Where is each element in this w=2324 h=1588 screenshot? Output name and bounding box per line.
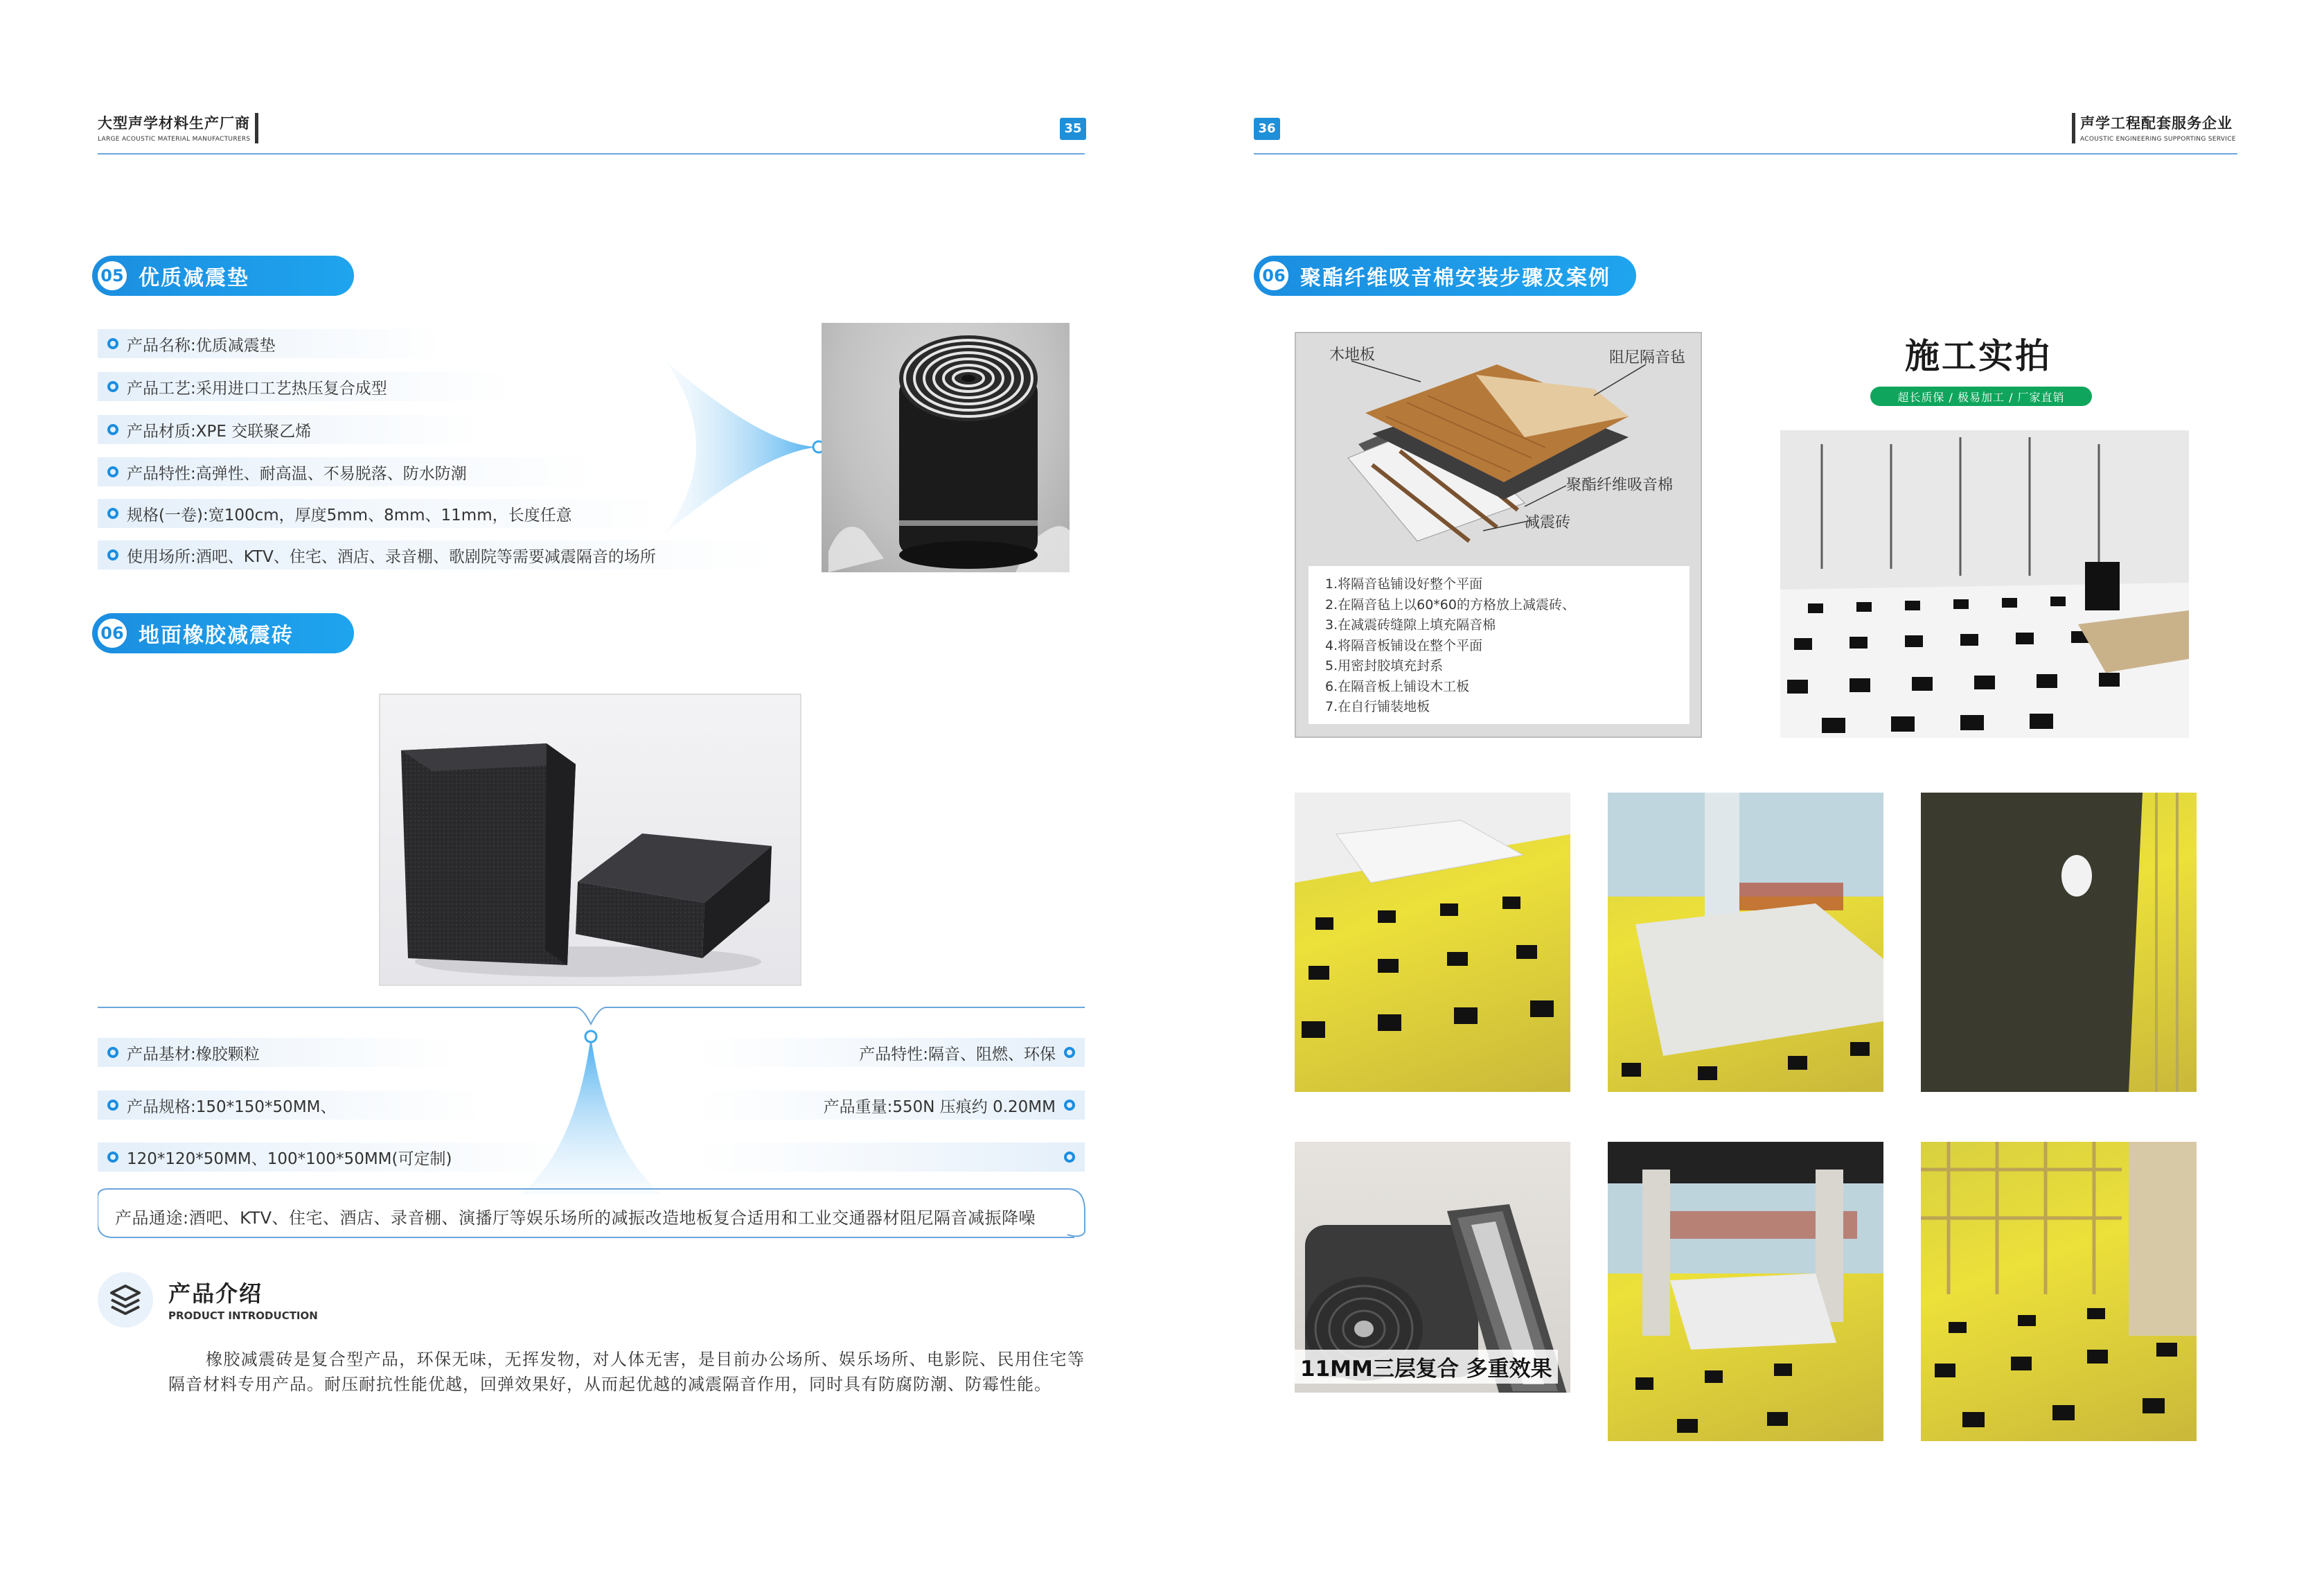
spec-row bbox=[98, 329, 444, 358]
spec-row bbox=[98, 457, 596, 486]
spec-text: 产品特性:隔音、阻燃、环保 bbox=[859, 1045, 1056, 1064]
section-06-heading bbox=[92, 613, 354, 653]
bullet-icon bbox=[1064, 1100, 1075, 1111]
step-item: 5.用密封胶填充封系 bbox=[1325, 658, 1444, 673]
brand-name-cn: 声学工程配套服务企业 bbox=[2080, 115, 2233, 132]
brand-divider bbox=[255, 113, 258, 143]
roll-material-photo bbox=[1295, 1142, 1570, 1393]
page-number: 35 bbox=[1060, 118, 1086, 140]
pointer-fan bbox=[665, 360, 824, 533]
section-number: 06 bbox=[96, 617, 129, 650]
spec-row bbox=[697, 1038, 1085, 1067]
bullet-icon bbox=[107, 424, 118, 435]
section-number: 05 bbox=[96, 259, 129, 292]
spec-row bbox=[98, 415, 486, 444]
page-number: 36 bbox=[1254, 118, 1280, 140]
label-damping-felt: 阻尼隔音毡 bbox=[1609, 349, 1686, 367]
bullet-icon bbox=[107, 1100, 118, 1111]
spec-row bbox=[98, 1038, 458, 1067]
construction-photo bbox=[1608, 1142, 1883, 1441]
spec-text: 产品基材:橡胶颗粒 bbox=[127, 1045, 260, 1064]
bullet-icon bbox=[107, 466, 118, 477]
brand-block bbox=[98, 112, 250, 143]
construction-tag: 超长质保 / 极易加工 / 厂家直销 bbox=[1870, 387, 2092, 406]
step-item: 7.在自行铺装地板 bbox=[1325, 699, 1430, 714]
section-06-heading bbox=[1254, 256, 1636, 296]
brand-name-cn: 大型声学材料生产厂商 bbox=[98, 115, 250, 132]
spec-row bbox=[98, 1143, 583, 1172]
construction-photo bbox=[1608, 793, 1883, 1092]
bullet-icon bbox=[107, 381, 118, 392]
section-title: 聚酯纤维吸音棉安装步骤及案例 bbox=[1300, 266, 1611, 290]
label-shock-brick: 减震砖 bbox=[1525, 514, 1571, 531]
bullet-icon bbox=[107, 1152, 118, 1163]
spec-text: 产品特性:高弹性、耐高温、不易脱落、防水防潮 bbox=[127, 464, 467, 483]
spec-row bbox=[98, 499, 666, 528]
brand-block bbox=[2080, 112, 2236, 143]
rubber-brick-photo bbox=[379, 694, 801, 986]
spec-text: 产品规格:150*150*50MM、 bbox=[127, 1097, 337, 1116]
spec-text: 产品重量:550N 压痕约 0.20MM bbox=[823, 1097, 1056, 1116]
label-fiber-cotton: 聚酯纤维吸音棉 bbox=[1566, 477, 1674, 494]
brand-name-en: ACOUSTIC ENGINEERING SUPPORTING SERVICE bbox=[2080, 136, 2236, 143]
construction-photo bbox=[1921, 1142, 2197, 1441]
right-page bbox=[1162, 0, 2324, 1588]
step-item: 3.在减震砖缝隙上填充隔音棉 bbox=[1325, 617, 1496, 633]
usage-text: 产品通途:酒吧、KTV、住宅、酒店、录音棚、演播厅等娱乐场所的减振改造地板复合适用和工业交通器材阻尼隔音减振降噪 bbox=[115, 1208, 1036, 1228]
layers-icon bbox=[98, 1272, 153, 1327]
step-item: 2.在隔音毡上以60*60的方格放上减震砖、 bbox=[1325, 597, 1575, 612]
spec-text: 产品材质:XPE 交联聚乙烯 bbox=[127, 422, 312, 441]
spec-text: 产品名称:优质减震垫 bbox=[127, 336, 276, 355]
spec-text: 120*120*50MM、100*100*50MM(可定制) bbox=[127, 1149, 452, 1168]
shock-pad-roll-photo bbox=[822, 323, 1070, 572]
intro-title: 产品介绍 bbox=[168, 1280, 263, 1307]
section-05-heading bbox=[92, 256, 354, 296]
spec-row bbox=[98, 372, 513, 401]
section-title: 优质减震垫 bbox=[139, 266, 249, 290]
step-item: 1.将隔音毡铺设好整个平面 bbox=[1325, 576, 1483, 592]
bullet-icon bbox=[1064, 1152, 1075, 1163]
layer-diagram bbox=[1295, 332, 1702, 738]
spec-text: 产品工艺:采用进口工艺热压复合成型 bbox=[127, 379, 387, 398]
construction-title: 施工实拍 bbox=[1905, 336, 2052, 376]
bullet-icon bbox=[1064, 1047, 1075, 1058]
step-item: 4.将隔音板铺设在整个平面 bbox=[1325, 637, 1483, 653]
intro-paragraph: 橡胶减震砖是复合型产品，环保无味，无挥发物，对人体无害，是目前办公场所、娱乐场所、电影院、民用住宅等隔音材料专用产品。耐压耐抗性能优越，回弹效果好，从而起优越的减震隔音作用，同时具有防腐防潮、防霉性能。 bbox=[168, 1350, 1085, 1394]
label-wood-floor: 木地板 bbox=[1329, 346, 1376, 364]
install-steps bbox=[1309, 566, 1689, 724]
spec-row bbox=[697, 1091, 1085, 1120]
bullet-icon bbox=[107, 338, 118, 349]
construction-photo-main bbox=[1780, 430, 2189, 738]
brand-divider bbox=[2072, 113, 2075, 143]
construction-photo bbox=[1921, 793, 2197, 1092]
spec-row bbox=[98, 1091, 486, 1120]
bullet-icon bbox=[107, 549, 118, 561]
section-number: 06 bbox=[1257, 259, 1290, 292]
section-title: 地面橡胶减震砖 bbox=[139, 624, 294, 648]
bullet-icon bbox=[107, 508, 118, 519]
header-rule bbox=[98, 153, 1085, 155]
brand-name-en: LARGE ACOUSTIC MATERIAL MANUFACTURERS bbox=[98, 136, 251, 143]
construction-photo bbox=[1295, 793, 1570, 1092]
bullet-icon bbox=[107, 1047, 118, 1058]
header-rule bbox=[1254, 153, 2237, 155]
spec-text: 规格(一卷):宽100cm，厚度5mm、8mm、11mm，长度任意 bbox=[127, 506, 572, 524]
step-item: 6.在隔音板上铺设木工板 bbox=[1325, 678, 1470, 694]
spec-text: 使用场所:酒吧、KTV、住宅、酒店、录音棚、歌剧院等需要减震隔音的场所 bbox=[127, 547, 656, 566]
spec-row bbox=[98, 540, 777, 570]
spec-row bbox=[697, 1143, 1085, 1172]
roll-caption: 11MM三层复合 多重效果 bbox=[1295, 1350, 1558, 1384]
intro-subtitle: PRODUCT INTRODUCTION bbox=[168, 1309, 318, 1322]
